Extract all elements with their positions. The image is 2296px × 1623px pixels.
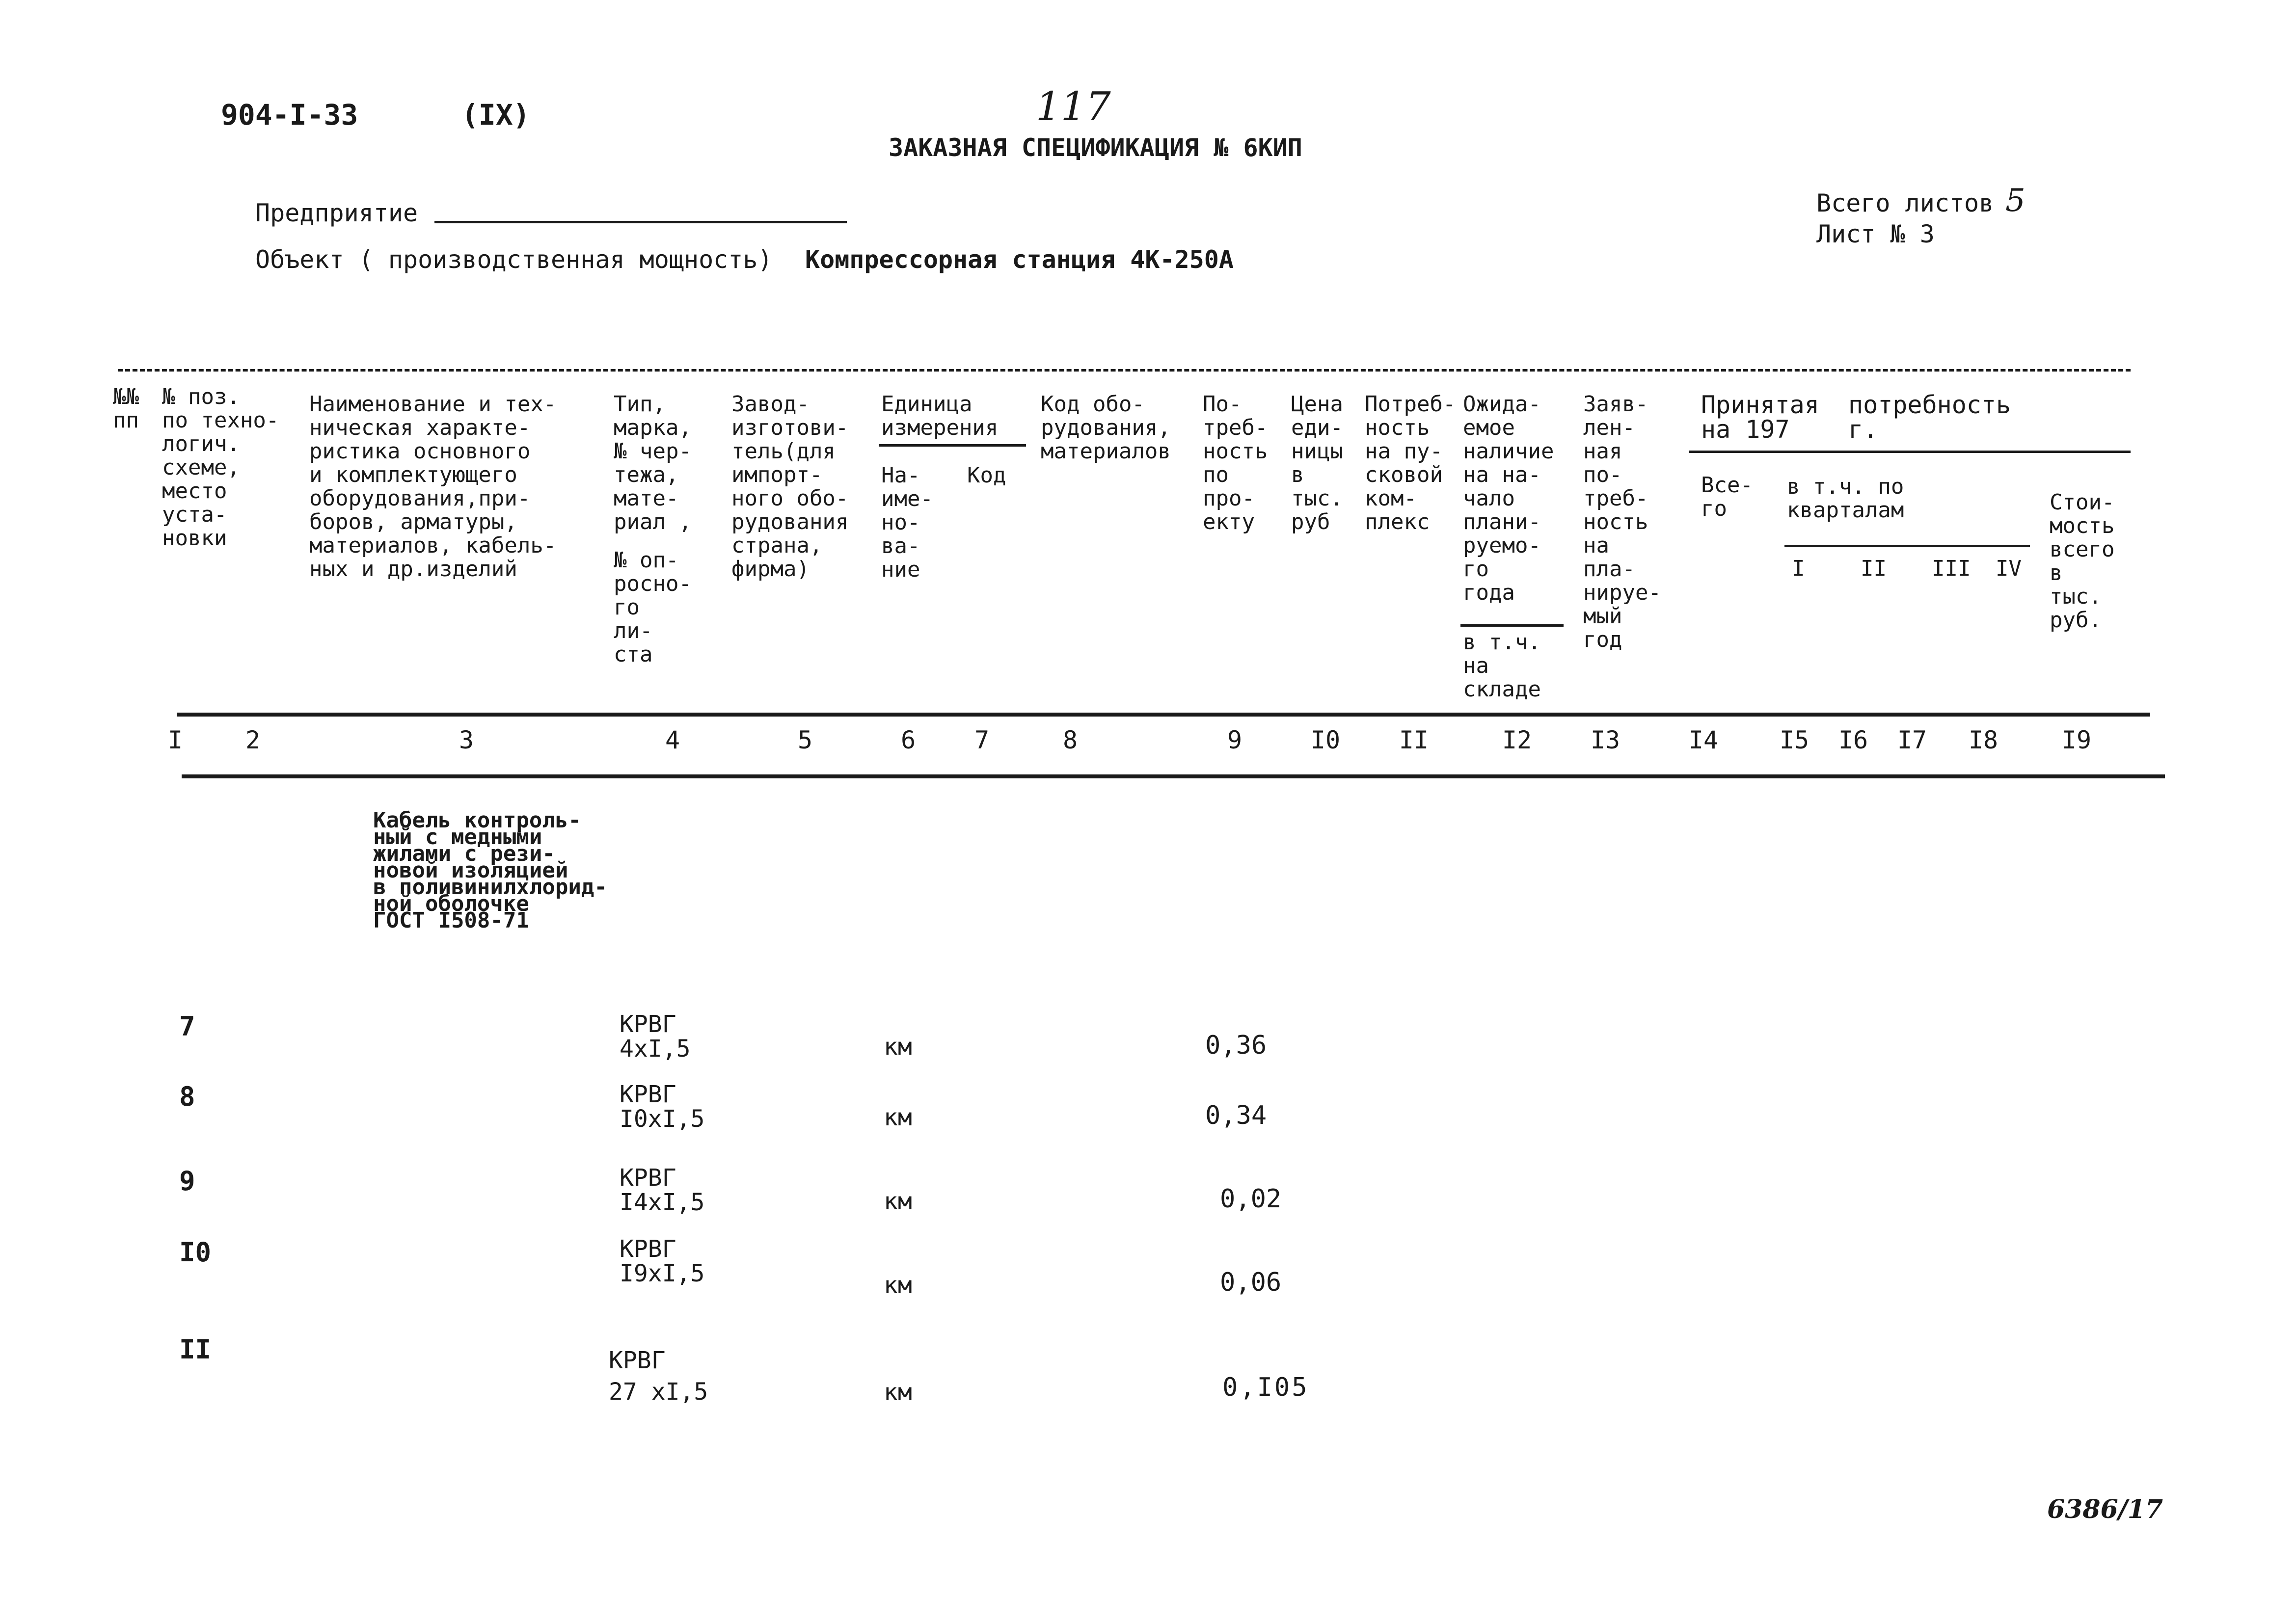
accepted-header: Принятая на 197 (1701, 391, 1819, 444)
quarters-rule (1784, 545, 2030, 547)
section-title: Кабель контроль- ный с медными жилами с рези- новой изоляцией в поливинилхлорид- ной оболочке ГОСТ I508-71 (373, 808, 607, 933)
row-unit: км (884, 1188, 912, 1215)
col-2-header: № поз. по техно- логич. схеме, место уста- новки (162, 384, 279, 551)
col-number: 8 (1062, 726, 1078, 754)
row-qty: 0,I05 (1222, 1373, 1309, 1402)
col-number: 6 (900, 726, 916, 754)
row-pos: 7 (179, 1011, 195, 1042)
col-number: I0 (1310, 726, 1341, 754)
col-13-header: Заяв- лен- ная по- треб- ность на пла- нируе- мый год (1583, 392, 1661, 652)
unit-group-rule (879, 444, 1026, 447)
col-number: I7 (1897, 726, 1927, 754)
col-number: 2 (245, 726, 261, 754)
row-type: КРВГ I4хI,5 (620, 1164, 705, 1216)
col-6-header: На- име- но- ва- ние (881, 463, 933, 582)
row-pos: II (179, 1334, 212, 1365)
quarter-2-header: II (1861, 556, 1887, 581)
col-number: I (167, 726, 183, 754)
col-9-header: По- треб- ность по про- екту (1203, 392, 1268, 534)
col-number: II (1399, 726, 1429, 754)
col-4-header-type: Тип, марка, № чер- тежа, мате- риал , (614, 392, 692, 534)
footer-stamp: 6386/17 (2047, 1494, 2163, 1524)
col-number: I9 (2061, 726, 2092, 754)
col-number: I3 (1590, 726, 1621, 754)
requirement-header: потребность г. (1848, 391, 2011, 444)
quarters-header: в т.ч. по кварталам (1787, 474, 1904, 523)
enterprise-underline (434, 221, 847, 223)
col-number: 3 (459, 726, 474, 754)
col-8-header: Код обо- рудования, материалов (1041, 392, 1171, 464)
col-12-sub-header: в т.ч. на складе (1463, 630, 1541, 702)
col-4-header-sheet: № оп- росно- го ли- ста (614, 548, 692, 667)
col-number: I6 (1838, 726, 1868, 754)
col-number: 7 (974, 726, 990, 754)
header-bottom-rule (177, 713, 2150, 717)
row-qty: 0,36 (1205, 1031, 1267, 1060)
sheet-label: Лист № 3 (1816, 220, 1935, 248)
col-7-header: Код (967, 463, 1006, 488)
sheets-total-value: 5 (2005, 183, 2026, 219)
row-qty: 0,34 (1205, 1101, 1267, 1130)
col-number: 9 (1227, 726, 1243, 754)
col-number: 4 (665, 726, 680, 754)
col-1-header: №№ пп (113, 384, 139, 433)
row-qty: 0,02 (1220, 1184, 1282, 1214)
col-5-header: Завод- изготови- тель(для импорт- ного обо- рудования страна, фирма) (731, 392, 849, 582)
col-12-header: Ожида- емое наличие на на- чало плани- руемо- го года (1463, 392, 1554, 605)
quarter-4-header: IV (1996, 556, 2022, 581)
col-19-header: Стои- мость всего в тыс. руб. (2050, 490, 2115, 633)
row-type: КРВГ I9хI,5 (620, 1235, 705, 1287)
unit-group-header: Единица измерения (881, 392, 999, 440)
quarter-3-header: III (1932, 556, 1971, 581)
col-number: 5 (797, 726, 813, 754)
col-number: I2 (1502, 726, 1532, 754)
col-14-header: Все- го (1701, 473, 1753, 521)
row-unit: км (884, 1272, 912, 1299)
col-12-sub-rule (1460, 624, 1564, 627)
row-pos: 8 (179, 1081, 195, 1112)
object-value: Компрессорная станция 4К-250А (805, 245, 1234, 274)
accepted-group-rule (1689, 451, 2131, 453)
object-label: Объект ( производственная мощность) (255, 245, 773, 274)
row-unit: км (884, 1379, 912, 1406)
numbers-bottom-rule (182, 774, 2165, 778)
row-type: КРВГ I0хI,5 (620, 1081, 705, 1133)
row-type: КРВГ 27 хI,5 (609, 1347, 708, 1406)
col-number: I4 (1688, 726, 1719, 754)
row-unit: км (884, 1104, 912, 1131)
header-top-rule (118, 369, 2131, 372)
enterprise-label: Предприятие (255, 199, 418, 227)
page-handwritten: 117 (1036, 83, 1111, 129)
sheets-total-label: Всего листов (1816, 189, 1994, 217)
part-number: (IX) (461, 98, 530, 132)
row-pos: 9 (179, 1166, 195, 1197)
document-title: ЗАКАЗНАЯ СПЕЦИФИКАЦИЯ № 6КИП (889, 133, 1302, 162)
col-number: I5 (1779, 726, 1810, 754)
quarter-1-header: I (1792, 556, 1805, 581)
row-type: КРВГ 4хI,5 (620, 1011, 691, 1063)
row-qty: 0,06 (1220, 1268, 1282, 1297)
row-unit: км (884, 1033, 912, 1061)
col-3-header: Наименование и тех- ническая характе- ристика основного и комплектующего оборудования,при- боров, арматуры, материалов, кабель- ных и др.изделий (309, 392, 557, 582)
col-10-header: Цена еди- ницы в тыс. руб (1291, 392, 1343, 534)
doc-code: 904-I-33 (221, 98, 358, 132)
col-number: I8 (1968, 726, 1999, 754)
col-11-header: Потреб- ность на пу- сковой ком- плекс (1365, 392, 1456, 534)
row-pos: I0 (179, 1237, 212, 1268)
